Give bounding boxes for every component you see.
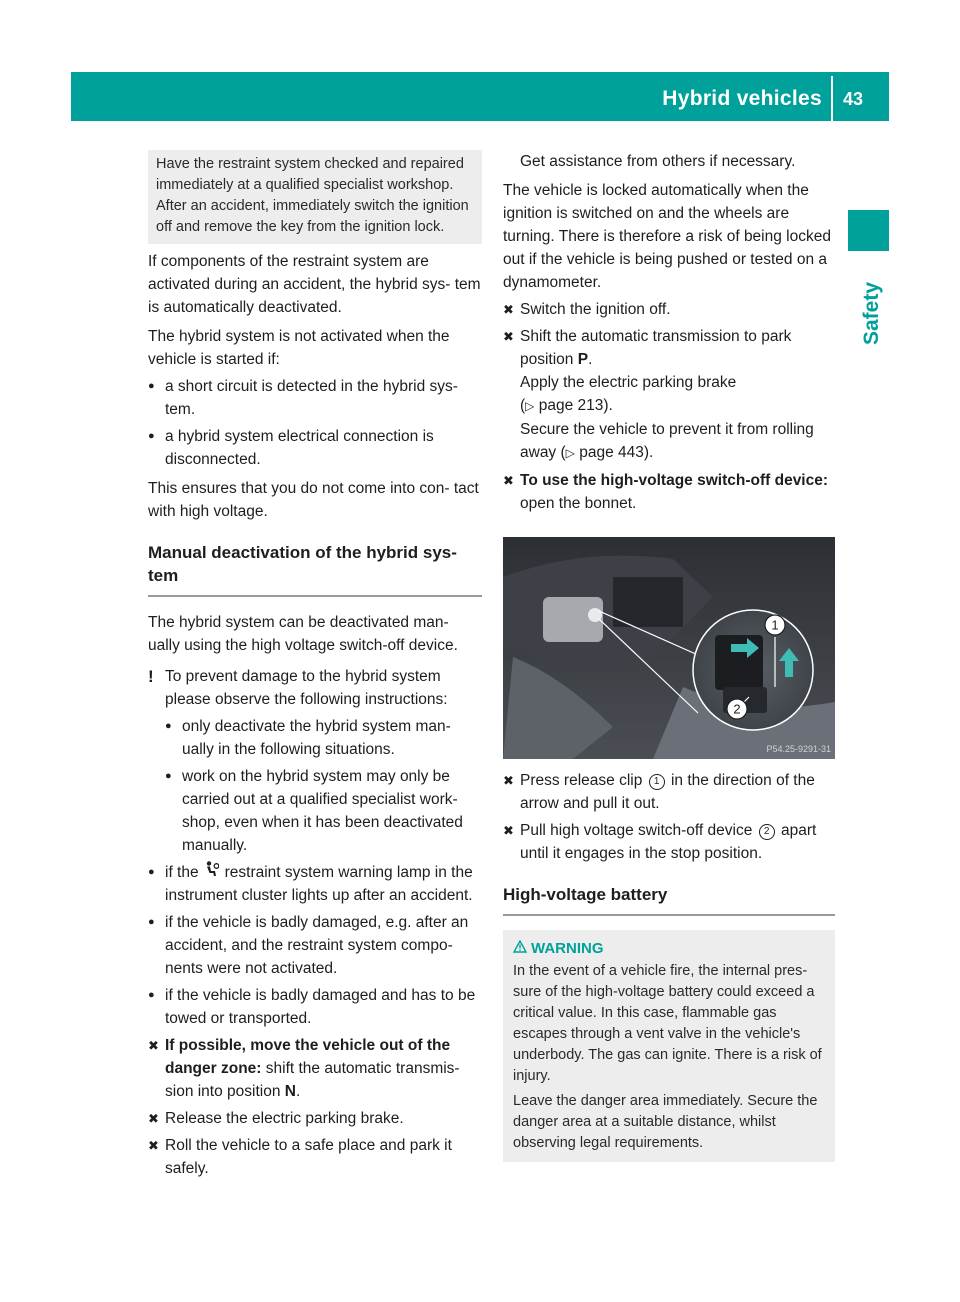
exclamation-icon: ! [148,666,154,686]
bullet-icon: ● [148,988,155,1001]
header-divider [831,76,833,121]
instruction-step: ✖ If possible, move the vehicle out of the danger zone: shift the automatic transmis- sion into position N. [148,1034,482,1103]
airbag-warning-lamp-icon [203,861,221,884]
bullet-icon: ● [148,430,155,442]
warning-triangle-icon [513,938,531,959]
list-item: ● if the vehicle is badly damaged, e.g. after an accident, and the restraint system compo- nents were not activated. [148,911,482,980]
instruction-step: ✖ Roll the vehicle to a safe place and park it safely. [148,1134,482,1180]
paragraph: If components of the restraint system are activated during an accident, the hybrid sys- tem is automatically deactivated. [148,253,481,316]
notice: ! To prevent damage to the hybrid system please observe the following instructions: [148,666,448,708]
step-arrow-icon: ✖ [503,773,514,788]
callout-2-icon: 2 [759,824,775,840]
restraint-note-box: Have the restraint system checked and repaired immediately at a qualified specialist workshop. After an accident, immediately switch the ignition off and remove the key from the ignition lock. [148,150,482,244]
step-arrow-icon: ✖ [503,329,514,344]
heading-rule [503,914,835,916]
right-column [503,150,835,1162]
instruction-step: ✖ Pull high voltage switch-off device 2 apart until it engages in the stop position. [503,819,835,865]
instruction-step: ✖ Switch the ignition off. [503,298,835,321]
instruction-step: ✖ Press release clip 1 in the direction of the arrow and pull it out. [503,769,835,815]
bullet-icon: ● [148,865,155,878]
instruction-step: ✖ Shift the automatic transmission to park position P. [503,325,835,371]
page-pointer-icon: ▷ [525,399,535,413]
list-item: ● work on the hybrid system may only be carried out at a qualified specialist work- shop, even when it has been deactivated manually. [148,765,482,857]
side-tab-marker [848,210,889,251]
paragraph: Apply the electric parking brake (▷ page 213). [520,374,737,414]
photo-callout-2: 2 [733,701,741,717]
section-heading: Manual deactivation of the hybrid sys- tem [148,543,457,585]
warning-header: WARNING [513,938,827,959]
paragraph: The hybrid system can be deactivated man- ually using the high voltage switch-off device. [148,613,458,654]
paragraph: Get assistance from others if necessary. [520,153,796,170]
section-title: Hybrid vehicles [662,87,822,110]
page-number: 43 [843,89,864,109]
step-arrow-icon: ✖ [503,823,514,838]
list-item: ● if the vehicle is badly damaged and has to be towed or transported. [148,984,482,1030]
list-item: ● a short circuit is detected in the hybrid sys- tem. [148,375,482,421]
instruction-step: ✖ Release the electric parking brake. [148,1107,482,1130]
step-arrow-icon: ✖ [503,473,514,488]
step-arrow-icon: ✖ [503,302,514,317]
step-arrow-icon: ✖ [148,1137,159,1153]
bullet-icon: ● [165,719,172,732]
left-column [148,150,482,1180]
step-arrow-icon: ✖ [148,1037,159,1053]
callout-1-icon: 1 [649,774,665,790]
bullet-icon: ● [165,769,172,782]
photo-callout-1: 1 [771,617,779,633]
step-arrow-icon: ✖ [148,1110,159,1126]
instruction-step: ✖ To use the high-voltage switch-off device: open the bonnet. [503,469,835,515]
list-item: ● only deactivate the hybrid system man- ually in the following situations. [148,715,482,761]
warning-text: Leave the danger area immediately. Secure the danger area at a suitable distance, whilst observing legal requirements. [513,1092,818,1151]
warning-box [503,930,835,1162]
page-pointer-icon: ▷ [565,446,575,460]
heading-rule [148,595,482,597]
list-item: ● a hybrid system electrical connection is disconnected. [148,425,482,471]
side-tab-label: Safety [860,281,883,345]
bullet-icon: ● [148,380,155,392]
paragraph: The vehicle is locked automatically when the ignition is switched on and the wheels are turning. There is therefore a risk of being locked out if the vehicle is being pushed or tested on a dynamometer. [503,182,831,291]
section-heading: High-voltage battery [503,885,668,904]
paragraph: Secure the vehicle to prevent it from rolling away (▷ page 443). [520,421,814,461]
bullet-icon: ● [148,915,155,928]
engine-bay-photo [503,537,835,759]
warning-text: In the event of a vehicle fire, the internal pres- sure of the high-voltage battery could exceed a critical value. In this case, flammable gas escapes through a vent valve in the vehicle's underbody. The gas can ignite. There is a risk of injury. [513,962,822,1084]
photo-code: P54.25-9291-31 [766,744,831,754]
paragraph: This ensures that you do not come into con- tact with high voltage. [148,480,479,520]
list-item: ● if the restraint system warning lamp in the instrument cluster lights up after an accident. [148,861,482,907]
paragraph: The hybrid system is not activated when the vehicle is started if: [148,328,450,368]
